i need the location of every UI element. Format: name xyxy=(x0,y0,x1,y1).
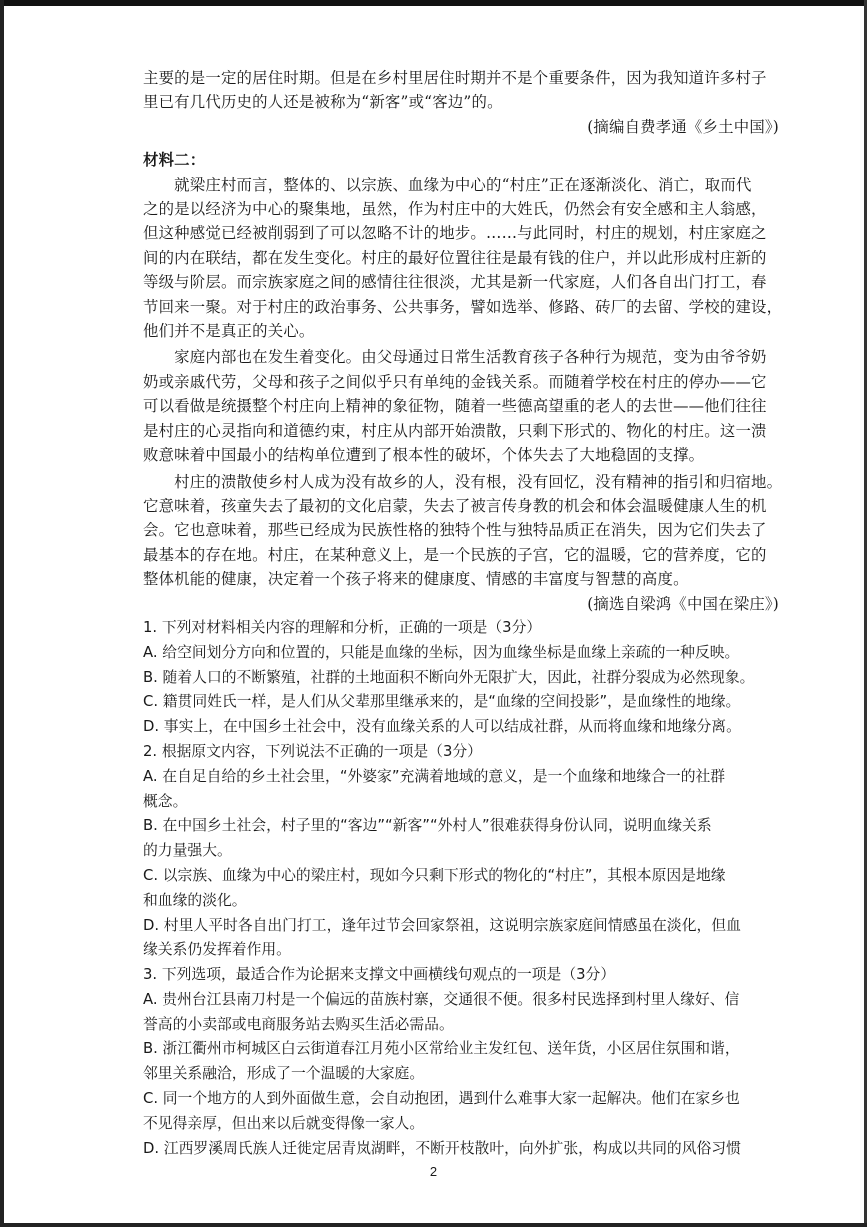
material1-line: 主要的是一定的居住时期。但是在乡村里居住时期并不是个重要条件，因为我知道许多村子 xyxy=(143,69,767,87)
material2-paragraph-3 xyxy=(143,470,801,592)
question-stem: 2. 根据原文内容，下列说法不正确的一项是（3分） xyxy=(143,742,482,760)
scan-border-bottom xyxy=(0,1223,867,1227)
material1-line: 里已有几代历史的人还是被称为“新客”或“客边”的。 xyxy=(143,93,503,112)
option-b-cont: 邻里关系融洽，形成了一个温暖的大家庭。 xyxy=(143,1065,425,1083)
option-c-cont: 和血缘的淡化。 xyxy=(143,891,247,909)
option-b: B. 浙江衢州市柯城区白云街道春江月苑小区常给业主发红包、送年货，小区居住氛围和谐， xyxy=(143,1040,740,1058)
document-body xyxy=(143,66,801,1161)
option-c-cont: 不见得亲厚，但出来以后就变得像一家人。 xyxy=(143,1114,425,1132)
option-a: A. 给空间划分方向和位置的，只能是血缘的坐标，因为血缘坐标是血缘上亲疏的一种反映。 xyxy=(143,643,740,661)
option-b-cont: 的力量强大。 xyxy=(143,842,232,860)
question-1 xyxy=(143,616,801,740)
option-d: D. 村里人平时各自出门打工，逢年过节会回家祭祖，这说明宗族家庭间情感虽在淡化，但血 xyxy=(143,916,741,934)
paragraph-line: 会。它也意味着，那些已经成为民族性格的独特个性与独特品质正在消失，因为它们失去了 xyxy=(143,521,767,540)
question-3 xyxy=(143,963,801,1161)
paragraph-line: 败意味着中国最小的结构单位遭到了根本性的破坏，个体失去了大地稳固的支撑。 xyxy=(143,446,705,465)
paragraph-line: 就梁庄村而言，整体的、以宗族、血缘为中心的“村庄”正在逐渐淡化、消亡，取而代 xyxy=(143,175,752,194)
material1-source: (摘编自费孝通《乡土中国》) xyxy=(587,117,779,136)
paragraph-line: 他们并不是真正的关心。 xyxy=(143,322,315,341)
option-b: B. 在中国乡土社会，村子里的“客边”“新客”“外村人”很难获得身份认同，说明血缘关系 xyxy=(143,817,712,835)
paragraph-line: 村庄的溃散使乡村人成为没有故乡的人，没有根，没有回忆，没有精神的指引和归宿地。 xyxy=(143,472,783,491)
question-stem: 3. 下列选项，最适合作为论据来支撑文中画横线句观点的一项是（3分） xyxy=(143,966,616,984)
option-d-cont: 缘关系仍发挥着作用。 xyxy=(143,941,291,959)
option-a-cont: 誉高的小卖部或电商服务站去购买生活必需品。 xyxy=(143,1015,454,1033)
paragraph-line: 可以看做是统摄整个村庄向上精神的象征物，随着一些德高望重的老人的去世——他们往往 xyxy=(143,397,767,416)
option-c: C. 同一个地方的人到外面做生意，会自动抱团，遇到什么难事大家一起解决。他们在家乡也 xyxy=(143,1090,740,1108)
page-number: 2 xyxy=(429,1164,438,1179)
paragraph-line: 但这种感觉已经被削弱到了可以忽略不计的地步。……与此同时，村庄的规划，村庄家庭之 xyxy=(143,224,767,243)
option-a: A. 贵州台江县南刀村是一个偏远的苗族村寨，交通很不便。很多村民选择到村里人缘好、信 xyxy=(143,990,740,1008)
option-a: A. 在自足自给的乡土社会里，“外婆家”充满着地域的意义，是一个血缘和地缘合一的社群 xyxy=(143,767,726,785)
scan-border-top xyxy=(0,0,867,6)
paragraph-line: 等级与阶层。而宗族家庭之间的感情往往很淡，尤其是新一代家庭，人们各自出门打工，春 xyxy=(143,273,767,292)
material2-paragraph-2 xyxy=(143,345,801,467)
paragraph-line: 间的内在联结，都在发生变化。村庄的最好位置往往是最有钱的住户，并以此形成村庄新的 xyxy=(143,248,767,267)
material2-source: (摘选自梁鸿《中国在梁庄》) xyxy=(587,594,779,613)
paragraph-line: 之的是以经济为中心的聚集地，虽然，作为村庄中的大姓氏，仍然会有安全感和主人翁感， xyxy=(143,200,767,219)
question-stem: 1. 下列对材料相关内容的理解和分析，正确的一项是（3分） xyxy=(143,618,542,636)
paragraph-line: 节回来一聚。对于村庄的政治事务、公共事务，譬如选举、修路、砖厂的去留、学校的建设， xyxy=(143,297,783,316)
option-d: D. 江西罗溪周氏族人迁徙定居青岚湖畔，不断开枝散叶，向外扩张，构成以共同的风俗习惯 xyxy=(143,1139,741,1157)
option-c: C. 以宗族、血缘为中心的梁庄村，现如今只剩下形式的物化的“村庄”，其根本原因是地缘 xyxy=(143,866,726,884)
material2-paragraph-1 xyxy=(143,173,801,344)
paragraph-line: 它意味着，孩童失去了最初的文化启蒙，失去了被言传身教的机会和体会温暖健康人生的机 xyxy=(143,496,767,515)
paragraph-line: 家庭内部也在发生着变化。由父母通过日常生活教育孩子各种行为规范，变为由爷爷奶 xyxy=(143,348,767,367)
scan-border-left xyxy=(0,0,4,1227)
option-b: B. 随着人口的不断繁殖，社群的土地面积不断向外无限扩大，因此，社群分裂成为必然现象。 xyxy=(143,668,755,686)
question-2 xyxy=(143,740,801,963)
paragraph-line: 是村庄的心灵指向和道德约束，村庄从内部开始溃散，只剩下形式的、物化的村庄。这一溃 xyxy=(143,421,767,440)
paragraph-line: 奶或亲戚代劳，父母和孩子之间似乎只有单纯的金钱关系。而随着学校在村庄的停办——它 xyxy=(143,372,767,391)
paragraph-line: 最基本的存在地。村庄，在某种意义上，是一个民族的子宫，它的温暖，它的营养度，它的 xyxy=(143,545,767,564)
material2-heading: 材料二： xyxy=(143,151,206,170)
option-d: D. 事实上，在中国乡土社会中，没有血缘关系的人可以结成社群，从而将血缘和地缘分离。 xyxy=(143,718,741,736)
option-a-cont: 概念。 xyxy=(143,792,188,810)
paragraph-line: 整体机能的健康，决定着一个孩子将来的健康度、情感的丰富度与智慧的高度。 xyxy=(143,570,689,589)
option-c: C. 籍贯同姓氏一样，是人们从父辈那里继承来的，是“血缘的空间投影”，是血缘性的地缘。 xyxy=(143,693,741,711)
